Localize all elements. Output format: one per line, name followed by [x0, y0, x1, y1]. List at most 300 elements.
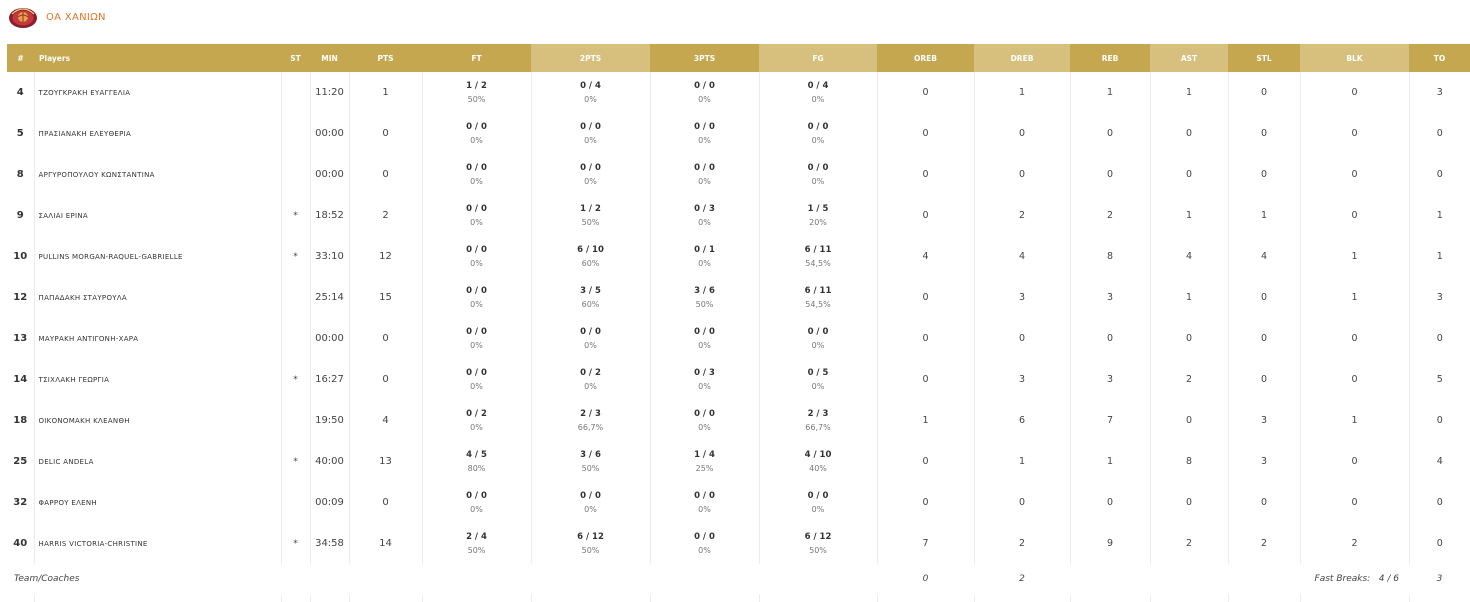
dreb-value: 0 [974, 482, 1070, 523]
ft-percentage: 50% [467, 545, 486, 555]
reb-value: 3 [1070, 359, 1150, 400]
stl-value: 0 [1228, 359, 1300, 400]
dreb-value: 1 [974, 72, 1070, 113]
ft-percentage: 0% [470, 176, 483, 186]
three-pts-cell [650, 359, 759, 400]
ast-value: 0 [1150, 154, 1228, 195]
fast-breaks-label: Fast Breaks: [1314, 574, 1371, 584]
oreb-value: 0 [877, 277, 974, 318]
two-pts-cell [531, 318, 650, 359]
two-pts-percentage: 60% [581, 258, 600, 268]
col-header-players[interactable]: Players [34, 44, 281, 72]
points-value: 2 [349, 195, 422, 236]
table-footer-spacer [7, 594, 1470, 602]
minutes-value: 40:00 [310, 441, 349, 482]
spacer-cell [422, 594, 531, 602]
spacer-cell [310, 594, 349, 602]
three-pts-cell [650, 236, 759, 277]
jersey-number: 14 [7, 359, 34, 400]
three-pts-made-attempted: 0 / 0 [694, 162, 715, 173]
points-value: 0 [349, 318, 422, 359]
fast-breaks-value: 4 / 6 [1378, 574, 1399, 584]
jersey-number: 12 [7, 277, 34, 318]
three-pts-percentage: 0% [698, 422, 711, 432]
oreb-value: 4 [877, 236, 974, 277]
minutes-value: 18:52 [310, 195, 349, 236]
three-pts-made-attempted: 0 / 3 [694, 203, 715, 214]
table-header-row [7, 44, 1470, 72]
col-header-fg[interactable]: FG [759, 44, 877, 72]
jersey-number: 8 [7, 154, 34, 195]
col-header-ast[interactable]: AST [1150, 44, 1228, 72]
ft-percentage: 0% [470, 217, 483, 227]
minutes-value: 34:58 [310, 523, 349, 564]
three-pts-percentage: 0% [698, 217, 711, 227]
table-row [7, 195, 1470, 236]
ast-value: 4 [1150, 236, 1228, 277]
to-value: 0 [1436, 128, 1443, 139]
ft-made-attempted: 0 / 0 [466, 203, 487, 214]
stl-value: 0 [1228, 482, 1300, 523]
jersey-number: 13 [7, 318, 34, 359]
two-pts-made-attempted: 0 / 4 [580, 80, 601, 91]
table-row [7, 523, 1470, 564]
col-header-to[interactable]: TO [1409, 44, 1470, 72]
fg-percentage: 0% [811, 340, 825, 350]
ast-value: 2 [1150, 359, 1228, 400]
two-pts-cell [531, 359, 650, 400]
two-pts-percentage: 60% [581, 299, 600, 309]
col-header-st[interactable]: ST [281, 44, 310, 72]
ft-cell [422, 482, 531, 523]
col-header-number[interactable]: # [7, 44, 34, 72]
dreb-value: 4 [974, 236, 1070, 277]
table-row [7, 400, 1470, 441]
minutes-value: 25:14 [310, 277, 349, 318]
two-pts-percentage: 0% [584, 381, 597, 391]
three-pts-percentage: 0% [698, 94, 711, 104]
player-name-link[interactable]: ΤΣΙΧΛΑΚΗ ΓΕΩΡΓΙΑ [34, 359, 281, 400]
fg-made-attempted: 1 / 5 [807, 203, 829, 214]
fg-made-attempted: 0 / 0 [807, 121, 829, 132]
ft-cell [422, 195, 531, 236]
boxscore-table [7, 44, 1470, 602]
table-row [7, 154, 1470, 195]
fg-cell [759, 359, 877, 400]
ft-cell [422, 113, 531, 154]
ft-cell [422, 359, 531, 400]
table-row [7, 359, 1470, 400]
col-header-2pts[interactable]: 2PTS [531, 44, 650, 72]
two-pts-made-attempted: 1 / 2 [580, 203, 601, 214]
table-row [7, 113, 1470, 154]
three-pts-cell [650, 113, 759, 154]
to-value: 0 [1436, 415, 1443, 426]
dreb-value: 0 [974, 113, 1070, 154]
two-pts-made-attempted: 6 / 10 [577, 244, 604, 255]
spacer-cell [1300, 594, 1409, 602]
points-value: 14 [349, 523, 422, 564]
fg-percentage: 40% [809, 463, 827, 473]
team-to-value: 3 [1436, 574, 1443, 584]
starter-marker: * [281, 523, 310, 564]
fg-cell [759, 400, 877, 441]
team-oreb-value: 0 [922, 574, 929, 584]
ft-percentage: 0% [470, 299, 483, 309]
reb-value: 7 [1070, 400, 1150, 441]
blk-value: 0 [1300, 195, 1409, 236]
three-pts-percentage: 50% [695, 299, 714, 309]
team-dreb-value: 2 [1019, 574, 1025, 584]
two-pts-made-attempted: 3 / 5 [580, 285, 601, 296]
fg-percentage: 0% [811, 176, 825, 186]
stl-value: 0 [1228, 154, 1300, 195]
ft-cell [422, 154, 531, 195]
starter-marker [281, 482, 310, 523]
three-pts-made-attempted: 1 / 4 [694, 449, 715, 460]
fg-cell [759, 72, 877, 113]
fg-percentage: 0% [811, 504, 825, 514]
blk-value: 1 [1300, 400, 1409, 441]
blk-value: 0 [1300, 154, 1409, 195]
starter-marker [281, 154, 310, 195]
two-pts-cell [531, 113, 650, 154]
fg-made-attempted: 0 / 0 [807, 326, 829, 337]
points-value: 1 [349, 72, 422, 113]
ft-percentage: 0% [470, 504, 483, 514]
stl-value: 3 [1228, 400, 1300, 441]
two-pts-made-attempted: 3 / 6 [580, 449, 601, 460]
three-pts-percentage: 0% [698, 176, 711, 186]
three-pts-percentage: 0% [698, 340, 711, 350]
to-value: 1 [1436, 210, 1443, 221]
ft-percentage: 80% [467, 463, 486, 473]
points-value: 4 [349, 400, 422, 441]
fg-made-attempted: 0 / 0 [807, 162, 829, 173]
two-pts-cell [531, 236, 650, 277]
ast-value: 1 [1150, 277, 1228, 318]
ft-percentage: 0% [470, 258, 483, 268]
oreb-value: 0 [877, 154, 974, 195]
table-row [7, 318, 1470, 359]
fg-made-attempted: 0 / 4 [807, 80, 829, 91]
ft-cell [422, 441, 531, 482]
fg-cell [759, 113, 877, 154]
spacer-cell [1150, 594, 1228, 602]
col-header-reb[interactable]: REB [1070, 44, 1150, 72]
minutes-value: 11:20 [310, 72, 349, 113]
two-pts-percentage: 0% [584, 135, 597, 145]
oreb-value: 1 [877, 400, 974, 441]
two-pts-made-attempted: 0 / 0 [580, 121, 601, 132]
stl-value: 3 [1228, 441, 1300, 482]
fg-cell [759, 482, 877, 523]
dreb-value: 0 [974, 318, 1070, 359]
ft-cell [422, 277, 531, 318]
jersey-number: 18 [7, 400, 34, 441]
two-pts-percentage: 0% [584, 176, 597, 186]
three-pts-made-attempted: 0 / 0 [694, 121, 715, 132]
jersey-number: 32 [7, 482, 34, 523]
minutes-value: 33:10 [310, 236, 349, 277]
dreb-value: 3 [974, 359, 1070, 400]
reb-value: 0 [1070, 113, 1150, 154]
stl-value: 0 [1228, 113, 1300, 154]
three-pts-percentage: 0% [698, 135, 711, 145]
player-name-link[interactable]: ΤΖΟΥΓΚΡΑΚΗ ΕΥΑΓΓΕΛΙΑ [34, 72, 281, 113]
reb-value: 1 [1070, 441, 1150, 482]
col-header-blk[interactable]: BLK [1300, 44, 1409, 72]
fg-made-attempted: 6 / 12 [804, 531, 832, 542]
three-pts-cell [650, 72, 759, 113]
three-pts-percentage: 0% [698, 381, 711, 391]
three-pts-cell [650, 318, 759, 359]
ft-made-attempted: 0 / 2 [466, 408, 487, 419]
stl-value: 0 [1228, 318, 1300, 359]
player-name-link[interactable]: HARRIS VICTORIA-CHRISTINE [34, 523, 281, 564]
two-pts-percentage: 50% [581, 545, 600, 555]
blk-value: 0 [1300, 359, 1409, 400]
to-value: 0 [1436, 333, 1443, 344]
player-name-link[interactable]: ΦΑΡΡΟΥ ΕΛΕΝΗ [34, 482, 281, 523]
col-header-dreb[interactable]: DREB [974, 44, 1070, 72]
fg-percentage: 50% [809, 545, 827, 555]
to-value: 5 [1436, 374, 1443, 385]
fg-percentage: 0% [811, 381, 825, 391]
table-row [7, 72, 1470, 113]
ft-made-attempted: 0 / 0 [466, 244, 487, 255]
fg-cell [759, 441, 877, 482]
ft-cell [422, 318, 531, 359]
to-value: 3 [1436, 87, 1443, 98]
team-totals-row [7, 564, 1470, 594]
to-value: 0 [1436, 538, 1443, 549]
fg-made-attempted: 0 / 0 [807, 490, 829, 501]
to-value: 0 [1436, 169, 1443, 180]
starter-marker: * [281, 359, 310, 400]
fg-cell [759, 236, 877, 277]
fg-percentage: 20% [809, 217, 827, 227]
starter-marker: * [281, 195, 310, 236]
ft-made-attempted: 0 / 0 [466, 367, 487, 378]
starter-marker [281, 113, 310, 154]
points-value: 0 [349, 482, 422, 523]
fg-cell [759, 318, 877, 359]
minutes-value: 00:00 [310, 318, 349, 359]
blk-value: 0 [1300, 441, 1409, 482]
oreb-value: 0 [877, 318, 974, 359]
jersey-number: 9 [7, 195, 34, 236]
ft-percentage: 0% [470, 340, 483, 350]
blk-value: 0 [1300, 318, 1409, 359]
fg-percentage: 54,5% [805, 258, 831, 268]
ft-made-attempted: 0 / 0 [466, 326, 487, 337]
player-name-link[interactable]: ΑΡΓΥΡΟΠΟΥΛΟΥ ΚΩΝΣΤΑΝΤΙΝΑ [34, 154, 281, 195]
ft-percentage: 0% [470, 135, 483, 145]
two-pts-percentage: 0% [584, 340, 597, 350]
player-name-link[interactable]: ΣΑΛΙΑΙ ΕΡΙΝΑ [34, 195, 281, 236]
player-name-link[interactable]: ΟΙΚΟΝΟΜΑΚΗ ΚΛΕΑΝΘΗ [34, 400, 281, 441]
to-value: 3 [1436, 292, 1443, 303]
team-name[interactable]: ΟΑ ΧΑΝΙΩΝ [46, 11, 106, 23]
dreb-value: 1 [974, 441, 1070, 482]
three-pts-cell [650, 523, 759, 564]
ast-value: 0 [1150, 400, 1228, 441]
two-pts-cell [531, 72, 650, 113]
two-pts-made-attempted: 0 / 0 [580, 490, 601, 501]
starter-marker [281, 277, 310, 318]
three-pts-made-attempted: 3 / 6 [694, 285, 715, 296]
blk-value: 2 [1300, 523, 1409, 564]
to-value: 4 [1436, 456, 1443, 467]
three-pts-made-attempted: 0 / 0 [694, 326, 715, 337]
two-pts-cell [531, 277, 650, 318]
stl-value: 4 [1228, 236, 1300, 277]
player-name-link[interactable]: ΠΡΑΣΙΑΝΑΚΗ ΕΛΕΥΘΕΡΙΑ [34, 113, 281, 154]
ast-value: 0 [1150, 318, 1228, 359]
col-header-ft[interactable]: FT [422, 44, 531, 72]
stl-value: 2 [1228, 523, 1300, 564]
player-name-link[interactable]: PULLINS MORGAN-RAQUEL-GABRIELLE [34, 236, 281, 277]
stl-value: 1 [1228, 195, 1300, 236]
reb-value: 9 [1070, 523, 1150, 564]
jersey-number: 5 [7, 113, 34, 154]
points-value: 0 [349, 359, 422, 400]
reb-value: 2 [1070, 195, 1150, 236]
two-pts-made-attempted: 6 / 12 [577, 531, 604, 542]
blk-value: 1 [1300, 277, 1409, 318]
ft-made-attempted: 0 / 0 [466, 121, 487, 132]
fg-percentage: 66,7% [805, 422, 831, 432]
three-pts-cell [650, 400, 759, 441]
starter-marker [281, 400, 310, 441]
blk-value: 1 [1300, 236, 1409, 277]
two-pts-cell [531, 195, 650, 236]
oreb-value: 0 [877, 72, 974, 113]
col-header-oreb[interactable]: OREB [877, 44, 974, 72]
reb-value: 8 [1070, 236, 1150, 277]
two-pts-made-attempted: 0 / 0 [580, 326, 601, 337]
two-pts-percentage: 50% [581, 217, 600, 227]
ft-cell [422, 236, 531, 277]
table-row [7, 441, 1470, 482]
team-coaches-label: Team/Coaches [14, 574, 80, 584]
ft-percentage: 50% [467, 94, 486, 104]
ast-value: 8 [1150, 441, 1228, 482]
three-pts-cell [650, 154, 759, 195]
player-name-link[interactable]: DELIC ANDELA [34, 441, 281, 482]
three-pts-made-attempted: 0 / 1 [694, 244, 715, 255]
stl-value: 0 [1228, 72, 1300, 113]
fg-cell [759, 277, 877, 318]
two-pts-made-attempted: 0 / 0 [580, 162, 601, 173]
three-pts-made-attempted: 0 / 0 [694, 490, 715, 501]
ast-value: 2 [1150, 523, 1228, 564]
spacer-cell [34, 594, 281, 602]
ast-value: 1 [1150, 72, 1228, 113]
oreb-value: 0 [877, 195, 974, 236]
player-name-link[interactable]: ΠΑΠΑΔΑΚΗ ΣΤΑΥΡΟΥΛΑ [34, 277, 281, 318]
minutes-value: 16:27 [310, 359, 349, 400]
oreb-value: 0 [877, 359, 974, 400]
points-value: 0 [349, 154, 422, 195]
ast-value: 0 [1150, 113, 1228, 154]
minutes-value: 00:00 [310, 154, 349, 195]
fg-made-attempted: 0 / 5 [807, 367, 829, 378]
spacer-cell [1070, 594, 1150, 602]
ast-value: 0 [1150, 482, 1228, 523]
fg-made-attempted: 6 / 11 [804, 244, 832, 255]
spacer-cell [531, 594, 650, 602]
fg-cell [759, 195, 877, 236]
two-pts-percentage: 66,7% [577, 422, 604, 432]
three-pts-cell [650, 441, 759, 482]
reb-value: 0 [1070, 318, 1150, 359]
spacer-cell [1409, 594, 1470, 602]
fg-percentage: 54,5% [805, 299, 831, 309]
two-pts-made-attempted: 2 / 3 [580, 408, 601, 419]
col-header-3pts[interactable]: 3PTS [650, 44, 759, 72]
three-pts-made-attempted: 0 / 0 [694, 408, 715, 419]
starter-marker [281, 318, 310, 359]
points-value: 15 [349, 277, 422, 318]
dreb-value: 2 [974, 195, 1070, 236]
three-pts-percentage: 0% [698, 545, 711, 555]
reb-value: 3 [1070, 277, 1150, 318]
three-pts-cell [650, 482, 759, 523]
points-value: 13 [349, 441, 422, 482]
spacer-cell [650, 594, 759, 602]
dreb-value: 0 [974, 154, 1070, 195]
two-pts-cell [531, 523, 650, 564]
three-pts-cell [650, 277, 759, 318]
spacer-cell [1228, 594, 1300, 602]
starter-marker [281, 72, 310, 113]
three-pts-made-attempted: 0 / 0 [694, 80, 715, 91]
spacer-cell [349, 594, 422, 602]
fg-percentage: 0% [811, 94, 825, 104]
oreb-value: 0 [877, 441, 974, 482]
spacer-cell [281, 594, 310, 602]
to-value: 0 [1436, 497, 1443, 508]
dreb-value: 3 [974, 277, 1070, 318]
table-row [7, 236, 1470, 277]
fg-cell [759, 154, 877, 195]
col-header-min[interactable]: MIN [310, 44, 349, 72]
spacer-cell [759, 594, 877, 602]
ft-made-attempted: 0 / 0 [466, 162, 487, 173]
col-header-pts[interactable]: PTS [349, 44, 422, 72]
ft-percentage: 0% [470, 381, 483, 391]
fg-cell [759, 523, 877, 564]
ft-made-attempted: 0 / 0 [466, 285, 487, 296]
dreb-value: 2 [974, 523, 1070, 564]
ft-made-attempted: 2 / 4 [466, 531, 487, 542]
blk-value: 0 [1300, 482, 1409, 523]
two-pts-percentage: 0% [584, 94, 597, 104]
fg-made-attempted: 6 / 11 [804, 285, 832, 296]
minutes-value: 19:50 [310, 400, 349, 441]
reb-value: 0 [1070, 154, 1150, 195]
minutes-value: 00:00 [310, 113, 349, 154]
ft-cell [422, 72, 531, 113]
two-pts-cell [531, 154, 650, 195]
reb-value: 0 [1070, 482, 1150, 523]
player-name-link[interactable]: ΜΑΥΡΑΚΗ ΑΝΤΙΓΟΝΗ-ΧΑΡΑ [34, 318, 281, 359]
to-value: 1 [1436, 251, 1443, 262]
col-header-stl[interactable]: STL [1228, 44, 1300, 72]
dreb-value: 6 [974, 400, 1070, 441]
